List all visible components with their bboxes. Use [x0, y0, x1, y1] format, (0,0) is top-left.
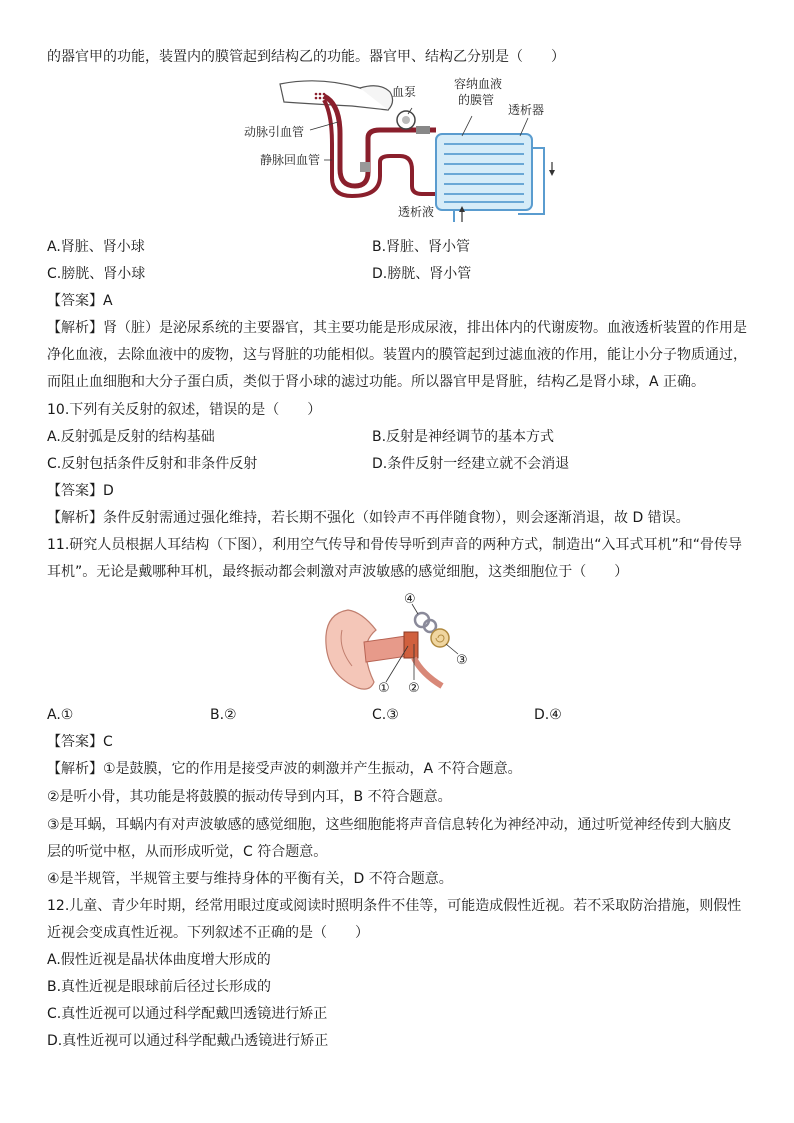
q9-option-d[interactable]: D.膀胱、肾小管 — [372, 266, 472, 282]
q11-stem-2: 耳机”。无论是戴哪种耳机，最终振动都会刺激对声波敏感的感觉细胞，这类细胞位于（ ） — [47, 564, 629, 580]
ear-diagram — [318, 590, 478, 698]
q11-analysis-3: ③是耳蜗，耳蜗内有对声波敏感的感觉细胞，这些细胞能将声音信息转化为神经冲动，通过听觉神经传到大脑皮 — [47, 817, 732, 833]
q9-stem: 的器官甲的功能，装置内的膜管起到结构乙的功能。器官甲、结构乙分别是（ ） — [47, 49, 565, 65]
dialysate-label: 透析液 — [398, 205, 435, 219]
q9-analysis-1: 【解析】肾（脏）是泌尿系统的主要器官，其主要功能是形成尿液，排出体内的代谢废物。血液透析装置的作用是 — [47, 320, 747, 336]
membrane-label-2: 的膜管 — [458, 93, 495, 107]
pump-hub — [402, 116, 410, 124]
q10-stem: 10.下列有关反射的叙述，错误的是（ ） — [47, 402, 322, 418]
ear-label-3: ③ — [456, 653, 468, 668]
q10-option-d[interactable]: D.条件反射一经建立就不会消退 — [372, 456, 570, 472]
q9-option-c[interactable]: C.膀胱、肾小球 — [47, 266, 146, 282]
dialyzer-label: 透析器 — [508, 103, 545, 117]
dialysis-diagram — [240, 74, 560, 224]
middle-ear — [404, 632, 418, 658]
q11-analysis-4: 层的听觉中枢，从而形成听觉，C 符合题意。 — [47, 844, 328, 860]
q11-answer: 【答案】C — [47, 734, 113, 750]
q9-analysis-2: 净化血液，去除血液中的废物，这与肾脏的功能相似。装置内的膜管起到过滤血液的作用，能让小分子物质通过， — [47, 347, 747, 363]
artery-leader — [310, 122, 338, 130]
q12-option-c[interactable]: C.真性近视可以通过科学配戴凹透镜进行矫正 — [47, 1006, 328, 1022]
ear-figure — [318, 590, 478, 698]
q11-analysis-5: ④是半规管，半规管主要与维持身体的平衡有关，D 不符合题意。 — [47, 871, 453, 887]
q11-option-c[interactable]: C.③ — [372, 707, 399, 723]
down-arrow-head-icon — [549, 170, 555, 176]
ear-label-4: ④ — [404, 592, 416, 607]
q10-analysis: 【解析】条件反射需通过强化维持，若长期不强化（如铃声不再伴随食物），则会逐渐消退，故 D 错误。 — [47, 510, 690, 526]
membrane-label-1: 容纳血液 — [454, 77, 503, 91]
q10-option-a[interactable]: A.反射弧是反射的结构基础 — [47, 429, 215, 445]
q12-option-b[interactable]: B.真性近视是眼球前后径过长形成的 — [47, 979, 272, 995]
q11-stem-1: 11.研究人员根据人耳结构（下图），利用空气传导和骨传导听到声音的两种方式，制造出“入耳式耳机”和“骨传导 — [47, 537, 743, 553]
ear-label-2: ② — [408, 681, 420, 696]
connector — [416, 126, 430, 134]
valve — [360, 162, 370, 172]
q9-analysis-3: 而阻止血细胞和大分子蛋白质，类似于肾小球的滤过功能。所以器官甲是肾脏，结构乙是肾小球，A 正确。 — [47, 374, 706, 390]
vein-label: 静脉回血管 — [260, 153, 321, 167]
q9-option-a[interactable]: A.肾脏、肾小球 — [47, 239, 145, 255]
dialyzer-box — [436, 134, 532, 210]
dialysis-figure — [240, 74, 560, 224]
q12-option-d[interactable]: D.真性近视可以通过科学配戴凸透镜进行矫正 — [47, 1033, 329, 1049]
q12-stem-1: 12.儿童、青少年时期，经常用眼过度或阅读时照明条件不佳等，可能造成假性近视。若不采取防治措施，则假性 — [47, 898, 742, 914]
ear-label-1: ① — [378, 681, 390, 696]
q10-option-b[interactable]: B.反射是神经调节的基本方式 — [372, 429, 555, 445]
q10-option-c[interactable]: C.反射包括条件反射和非条件反射 — [47, 456, 258, 472]
q9-option-b[interactable]: B.肾脏、肾小管 — [372, 239, 471, 255]
q9-answer: 【答案】A — [47, 293, 113, 309]
q11-analysis-1: 【解析】①是鼓膜，它的作用是接受声波的刺激并产生振动，A 不符合题意。 — [47, 761, 522, 777]
ear-canal — [364, 636, 408, 662]
artery-label: 动脉引血管 — [244, 125, 305, 139]
q11-option-a[interactable]: A.① — [47, 707, 74, 723]
q12-stem-2: 近视会变成真性近视。下列叙述不正确的是（ ） — [47, 925, 369, 941]
q12-option-a[interactable]: A.假性近视是晶状体曲度增大形成的 — [47, 952, 271, 968]
pump-label: 血泵 — [392, 85, 417, 99]
q11-analysis-2: ②是听小骨，其功能是将鼓膜的振动传导到内耳，B 不符合题意。 — [47, 789, 452, 805]
q10-answer: 【答案】D — [47, 483, 114, 499]
q11-option-b[interactable]: B.② — [210, 707, 237, 723]
q11-option-d[interactable]: D.④ — [534, 707, 562, 723]
